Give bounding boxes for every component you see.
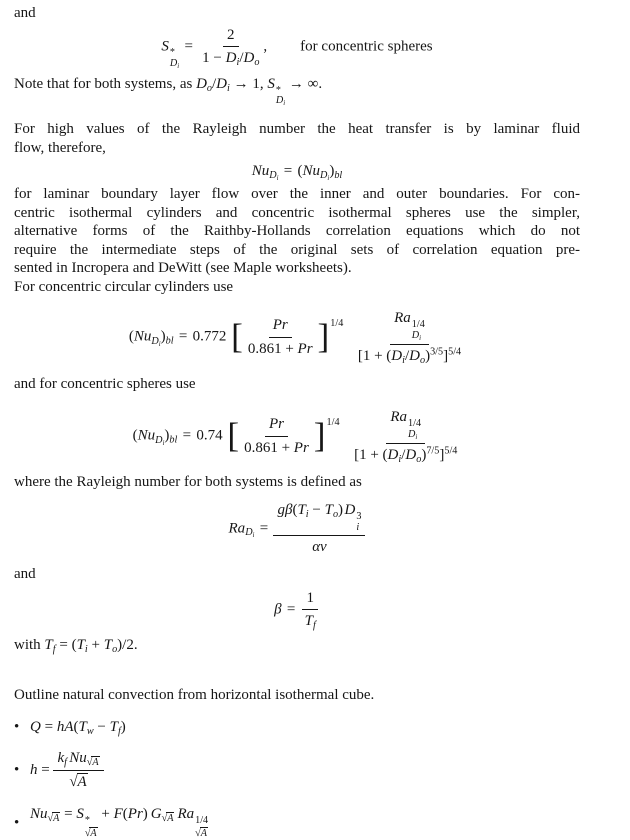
- math-token: i: [227, 82, 230, 94]
- math-token: o: [416, 453, 422, 465]
- math-token: ): [164, 427, 170, 444]
- math-token: D: [216, 75, 228, 92]
- math-token: +: [87, 637, 104, 654]
- math-token: /: [404, 347, 410, 364]
- math-token: 0.861 +: [247, 340, 298, 357]
- math-token: i: [84, 644, 88, 656]
- math-token: 1: [306, 589, 314, 606]
- math-token: (: [132, 427, 138, 444]
- math-token: o: [254, 57, 260, 69]
- math-token: = (: [55, 637, 77, 654]
- math-token: √: [86, 757, 92, 769]
- math-token: S: [76, 806, 84, 823]
- math-token: 7/5: [426, 444, 440, 456]
- math-token: A: [167, 813, 174, 825]
- math-token: T: [304, 613, 313, 630]
- math-token: 1/4: [330, 318, 344, 330]
- math-token: 5/4: [448, 346, 462, 358]
- math-token: [244, 316, 317, 359]
- equation-nu-spheres: $(Nu_{D_i})_{bl} = 0.74$ [ $\frac{Pr}{0.861 + Pr}$ ]$^{1/4}$ Ra 1/4 $D_i$ $[1 + (D_i/D_o)^{7/5}]^{5/4}$: [14, 408, 580, 464]
- bullet-item-nu: [14, 807, 580, 840]
- equation-rayleigh: [14, 501, 580, 557]
- math-token: D: [245, 527, 253, 539]
- math-token: [273, 501, 365, 537]
- math-token: Ra: [390, 409, 408, 426]
- para2-line1: for laminar boundary layer flow over the inner and outer boundaries. For con-: [14, 186, 580, 203]
- math-token: =: [283, 163, 293, 180]
- math-token: i: [283, 100, 286, 108]
- equation-nu-cylinders: $(Nu_{D_i})_{bl} = 0.772$ [ $\frac{Pr}{0.861 + Pr}$ ]$^{1/4}$ Ra 1/4 $D_i$ $[1 + (D_i/D_o)^{3/5}]^{5/4}$: [14, 309, 580, 365]
- math-token: [415, 434, 417, 441]
- math-token: i: [419, 335, 422, 343]
- math-token: [48, 813, 61, 824]
- math-token: T: [103, 637, 113, 654]
- math-token: [269, 316, 292, 338]
- math-token: √: [47, 813, 53, 825]
- math-token: ): [329, 163, 335, 180]
- math-token: αν: [312, 539, 327, 556]
- math-token: D: [344, 501, 356, 518]
- math-token: D: [155, 434, 163, 446]
- math-token: [301, 610, 320, 631]
- math-token: [308, 536, 331, 557]
- math-token: A: [90, 827, 97, 839]
- math-token: ): [421, 446, 427, 463]
- math-token: ): [338, 501, 344, 518]
- math-token: ): [425, 347, 431, 364]
- math-token: o: [332, 508, 339, 520]
- math-token: [200, 827, 208, 839]
- math-token: [85, 827, 98, 840]
- math-token: [419, 335, 421, 342]
- math-token: ): [120, 719, 126, 736]
- math-token: 0.74: [196, 427, 223, 444]
- math-token: [89, 827, 97, 839]
- bullet-icon: •: [14, 762, 20, 779]
- math-token: [69, 773, 87, 792]
- math-token: =: [41, 762, 50, 778]
- math-token: [334, 170, 342, 181]
- math-token: [265, 415, 288, 437]
- math-token: −: [93, 719, 110, 736]
- math-token: Pr: [272, 317, 288, 334]
- math-token: [169, 48, 179, 69]
- math-token: [87, 726, 94, 737]
- math-token: [169, 435, 177, 446]
- math-token: A: [200, 827, 207, 839]
- math-token: [194, 816, 208, 839]
- math-token: i: [252, 532, 255, 540]
- equation-nu-boundary-layer: [14, 163, 580, 183]
- math-token: i: [177, 63, 180, 71]
- math-token: [354, 309, 465, 365]
- bullet-item-h: [14, 749, 580, 792]
- math-token: T: [324, 501, 333, 518]
- bullet-q-math: [30, 719, 126, 738]
- math-token: 1/4: [195, 815, 209, 827]
- math-token: =: [44, 719, 54, 736]
- math-token: (: [292, 501, 298, 518]
- math-token: D: [275, 95, 284, 107]
- math-token: √: [195, 827, 200, 839]
- math-token: [350, 444, 461, 465]
- math-token: T: [78, 719, 87, 736]
- math-token: [448, 346, 461, 357]
- math-token: h: [30, 762, 38, 778]
- math-token: [240, 437, 313, 458]
- math-token: 0.861 +: [244, 439, 294, 456]
- math-token: [390, 309, 429, 345]
- math-token: 5/4: [444, 444, 458, 456]
- math-token: D: [320, 170, 328, 182]
- math-token: i: [415, 433, 418, 441]
- math-token: =: [286, 601, 296, 618]
- math-token: [77, 773, 88, 791]
- film-temperature-line: [14, 636, 580, 655]
- math-token: [407, 419, 421, 440]
- para2-line4: require the intermediate steps of the original sets of correlation equation pre-: [14, 241, 580, 258]
- math-token: [444, 445, 457, 456]
- math-token: (: [73, 719, 79, 736]
- math-token: √: [69, 774, 77, 791]
- math-token: [355, 512, 361, 533]
- math-token: β: [274, 601, 282, 618]
- math-token: 1/4: [326, 416, 340, 428]
- math-token: /: [212, 75, 217, 92]
- math-token: [87, 756, 100, 768]
- math-token: Nu: [133, 328, 152, 345]
- math-token: D: [225, 50, 237, 67]
- math-token: T: [109, 719, 118, 736]
- math-token: Note that for both systems, as: [14, 75, 197, 92]
- math-token: [354, 345, 465, 366]
- note-line: [14, 75, 580, 108]
- math-token: *: [84, 815, 90, 827]
- math-token: A: [92, 757, 99, 769]
- math-token: i: [356, 521, 360, 533]
- math-token: [65, 771, 91, 792]
- math-token: [301, 589, 320, 632]
- math-token: i: [276, 175, 279, 183]
- math-token: /: [239, 50, 244, 67]
- where-line: where the Rayleigh number for both systems is defined as: [14, 474, 362, 491]
- math-token: G: [150, 806, 162, 823]
- math-token: [313, 620, 316, 631]
- para1-line2: flow, therefore,: [14, 139, 106, 156]
- math-token: Pr: [293, 439, 309, 456]
- math-token: Nu: [30, 806, 48, 823]
- math-token: Pr: [268, 415, 284, 432]
- bullet-icon: •: [14, 719, 20, 736]
- math-token: 1 −: [202, 50, 226, 67]
- math-token: hA: [56, 719, 74, 736]
- math-token: D: [411, 330, 420, 342]
- math-token: [320, 170, 329, 181]
- math-token: 1/4: [411, 319, 425, 331]
- para2-line2: centric isothermal cylinders and concentric isothermal spheres use the simpler,: [14, 204, 580, 221]
- math-token: 3/5: [430, 346, 444, 358]
- math-token: (: [297, 163, 303, 180]
- math-token: D: [387, 446, 399, 463]
- math-token: [177, 63, 179, 70]
- math-token: [277, 175, 279, 182]
- math-token: √: [84, 827, 90, 839]
- math-token: [53, 749, 103, 792]
- math-token: [302, 589, 318, 611]
- math-token: [244, 338, 317, 359]
- math-token: i: [305, 508, 309, 520]
- math-token: =: [178, 328, 188, 345]
- math-token: [269, 170, 278, 181]
- math-token: Nu: [69, 750, 87, 767]
- math-token: (: [128, 328, 134, 345]
- math-token: F: [113, 806, 123, 823]
- math-token: w: [86, 726, 94, 738]
- math-token: o: [419, 354, 426, 366]
- math-token: [276, 96, 285, 107]
- math-token: [162, 812, 175, 824]
- cylinders-intro-line: For concentric circular cylinders use: [14, 278, 234, 295]
- math-token: [386, 408, 425, 444]
- math-token: o: [206, 82, 212, 94]
- math-token: with: [14, 637, 45, 654]
- math-token: Pr: [297, 340, 313, 357]
- math-token: D: [408, 428, 416, 440]
- math-token: [408, 430, 417, 441]
- math-token: [1 + (: [357, 347, 392, 364]
- math-token: [198, 47, 263, 68]
- math-token: =: [64, 806, 73, 823]
- math-token: T: [76, 637, 85, 654]
- math-token: bl: [334, 170, 343, 182]
- math-token: ): [160, 328, 166, 345]
- math-token: 3: [356, 510, 362, 522]
- math-token: [162, 813, 175, 824]
- math-token: ]: [439, 446, 445, 463]
- math-token: S: [161, 38, 169, 55]
- math-token: [195, 827, 208, 840]
- math-token: bl: [169, 434, 178, 446]
- math-token: [240, 415, 313, 458]
- bullet-h-math: [30, 749, 104, 792]
- math-token: A: [77, 774, 87, 791]
- math-token: [223, 26, 239, 48]
- math-token: D: [151, 335, 159, 347]
- equation-beta: [14, 589, 580, 632]
- math-token: Nu: [137, 427, 156, 444]
- math-token: (: [122, 806, 128, 823]
- bullet-icon: •: [14, 814, 20, 831]
- and-line-2: and: [14, 566, 36, 583]
- math-token: [283, 101, 285, 108]
- math-token: 1/4: [408, 418, 422, 430]
- math-token: Ra: [177, 806, 195, 823]
- math-token: +: [97, 806, 114, 823]
- math-token: Ra: [228, 520, 246, 537]
- math-token: ,: [263, 38, 268, 55]
- math-token: Nu: [302, 163, 321, 180]
- math-token: [426, 445, 439, 456]
- math-token: [91, 756, 99, 768]
- math-token: [254, 57, 259, 68]
- math-token: [85, 827, 98, 840]
- math-token: T: [297, 501, 306, 518]
- math-token: 2: [227, 26, 235, 43]
- math-token: S: [267, 75, 275, 92]
- math-token: [412, 331, 421, 342]
- math-token: D: [409, 347, 420, 364]
- math-token: D: [196, 75, 207, 92]
- math-token: D: [391, 347, 403, 364]
- math-token: [64, 757, 67, 768]
- math-token: [166, 812, 174, 824]
- math-token: i: [162, 439, 165, 447]
- math-token: [87, 757, 100, 768]
- math-token: A: [53, 813, 60, 825]
- math-token: f: [117, 726, 121, 738]
- math-token: [166, 336, 174, 347]
- math-token: 0.772: [192, 328, 227, 345]
- math-token: D: [269, 170, 277, 182]
- math-token: Pr: [127, 806, 143, 823]
- math-token: T: [44, 637, 53, 654]
- para2-line3: alternative forms of the Raithby-Hollands correlation equations which do not: [14, 223, 580, 240]
- math-token: → 1,: [229, 75, 268, 92]
- math-token: [170, 59, 179, 70]
- bullet-item-q: [14, 719, 580, 738]
- para1-line1: For high values of the Rayleigh number the heat transfer is by laminar fluid: [14, 121, 580, 138]
- para2-line5: sented in Incropera and DeWitt (see Maple worksheets).: [14, 260, 352, 277]
- math-token: ]: [443, 347, 449, 364]
- equation-shape-factor-spheres: [14, 26, 580, 70]
- math-token: f: [52, 644, 56, 656]
- math-token: [48, 812, 61, 824]
- math-token: gβ: [277, 501, 293, 518]
- math-token: [253, 533, 255, 540]
- math-token: −: [308, 501, 325, 518]
- math-token: f: [312, 620, 316, 632]
- math-token: [245, 527, 254, 538]
- math-token: [195, 816, 208, 827]
- math-token: =: [184, 38, 193, 55]
- math-token: [195, 827, 208, 840]
- math-token: Nu: [251, 163, 270, 180]
- math-token: k: [57, 750, 65, 767]
- math-token: [330, 318, 343, 329]
- math-token: [411, 320, 425, 341]
- math-token: for concentric spheres: [300, 38, 433, 55]
- math-token: o: [112, 644, 118, 656]
- math-token: [85, 816, 90, 827]
- math-token: /: [401, 446, 406, 463]
- math-token: [273, 501, 365, 557]
- math-token: =: [182, 427, 192, 444]
- math-token: [275, 86, 285, 107]
- math-token: i: [158, 341, 161, 348]
- math-token: =: [259, 520, 269, 537]
- math-token: i: [236, 57, 240, 69]
- math-token: √: [161, 813, 167, 825]
- math-token: f: [64, 757, 67, 769]
- math-token: i: [398, 453, 402, 465]
- math-token: [198, 26, 263, 69]
- math-token: [52, 812, 60, 824]
- math-token: D: [169, 57, 178, 69]
- and-line-1: and: [14, 5, 36, 21]
- math-token: bl: [165, 335, 174, 347]
- math-token: [84, 816, 98, 839]
- spheres-intro-line: and for concentric spheres use: [14, 375, 196, 392]
- math-token: ): [142, 806, 148, 823]
- math-token: [1 + (: [354, 446, 388, 463]
- math-token: D: [405, 446, 417, 463]
- math-token: )/2.: [117, 637, 138, 654]
- math-token: *: [169, 47, 175, 59]
- math-token: i: [402, 354, 405, 366]
- outline-heading: Outline natural convection from horizontal isothermal cube.: [14, 686, 375, 703]
- math-token: [430, 346, 443, 357]
- math-token: [356, 523, 359, 534]
- math-token: i: [327, 175, 330, 183]
- math-token: [327, 417, 340, 428]
- math-token: Q: [30, 719, 41, 736]
- math-token: D: [243, 50, 255, 67]
- math-token: [53, 749, 103, 771]
- math-token: *: [275, 84, 281, 96]
- math-token: [151, 336, 160, 347]
- math-token: → ∞.: [285, 75, 323, 92]
- math-token: [350, 408, 461, 464]
- math-token: Ra: [394, 310, 411, 327]
- bullet-nu-math: [30, 807, 208, 840]
